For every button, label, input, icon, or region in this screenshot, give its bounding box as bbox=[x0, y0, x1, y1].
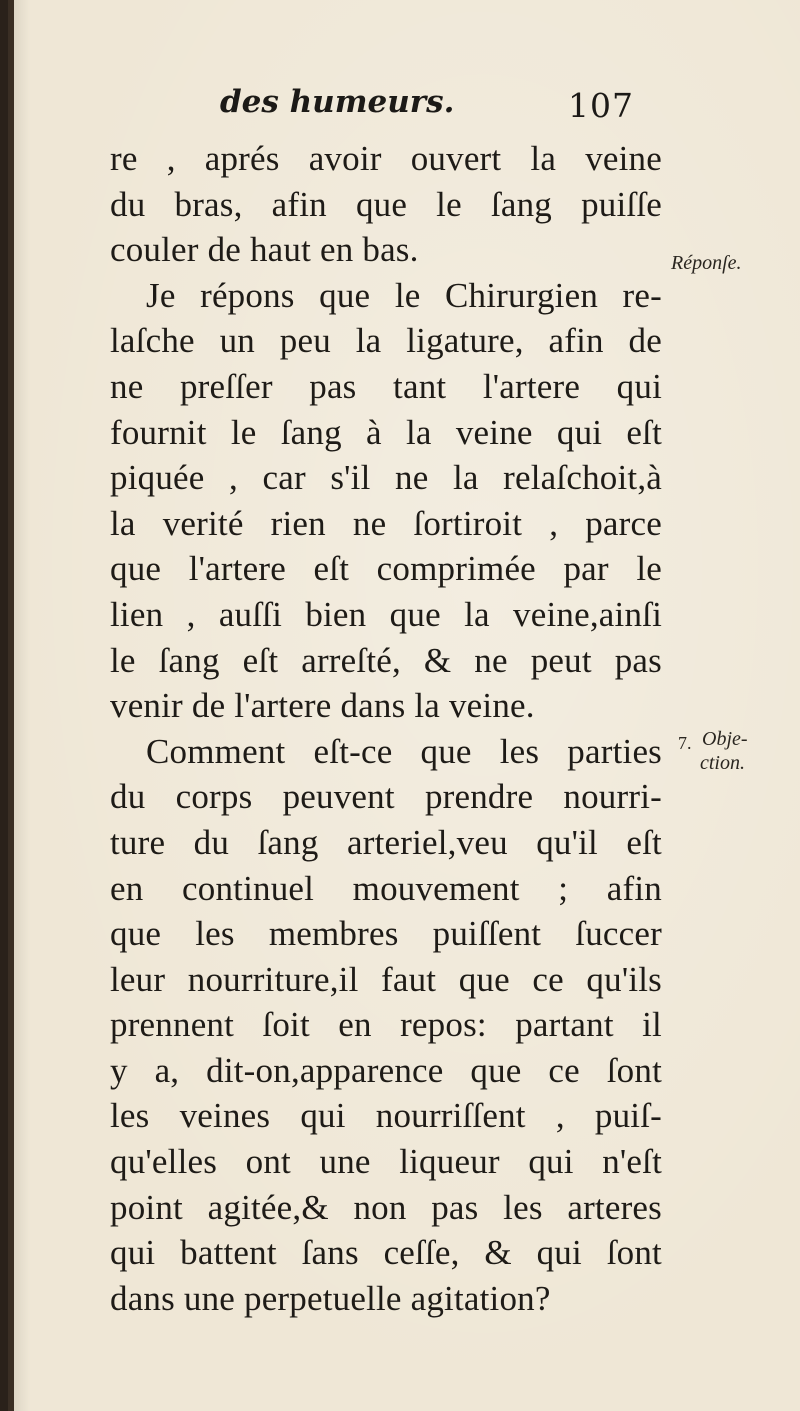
text-line: le ſang eſt arreſté, & ne peut pas bbox=[110, 640, 662, 680]
text-line: venir de l'artere dans la veine. bbox=[110, 686, 535, 726]
book-page bbox=[8, 0, 800, 1411]
margin-note-reponse: Réponſe. bbox=[671, 252, 742, 274]
text-line: y a, dit-on,apparence que ce ſont bbox=[110, 1050, 662, 1090]
text-line: que les membres puiſſent ſuccer bbox=[110, 914, 662, 954]
body-text bbox=[110, 136, 662, 1321]
text-line: piquée , car s'il ne la relaſchoit,à bbox=[110, 458, 662, 498]
page-gutter bbox=[8, 0, 14, 1411]
text-line: les veines qui nourriſſent , puiſ- bbox=[110, 1096, 662, 1136]
text-line: ture du ſang arteriel,veu qu'il eſt bbox=[110, 822, 662, 862]
page-number: 107 bbox=[568, 86, 634, 125]
text-line: la verité rien ne ſortiroit , parce bbox=[110, 503, 662, 543]
text-line: fournit le ſang à la veine qui eſt bbox=[110, 412, 662, 452]
text-line: qu'elles ont une liqueur qui n'eſt bbox=[110, 1142, 662, 1182]
text-line: leur nourriture,il faut que ce qu'ils bbox=[110, 959, 662, 999]
text-line: du bras, afin que le ſang puiſſe bbox=[110, 184, 662, 224]
page-header bbox=[8, 84, 800, 134]
text-line: Je répons que le Chirurgien re- bbox=[146, 275, 662, 315]
text-line: lien , auſſi bien que la veine,ainſi bbox=[110, 594, 662, 634]
margin-note-number: 7. bbox=[678, 733, 692, 753]
text-line: que l'artere eſt comprimée par le bbox=[110, 549, 662, 589]
running-title: des humeurs. bbox=[220, 84, 455, 120]
text-line: laſche un peu la ligature, afin de bbox=[110, 321, 662, 361]
text-line: dans une perpetuelle agitation? bbox=[110, 1278, 551, 1318]
margin-note-objection-continued: ction. bbox=[700, 752, 745, 774]
text-line: Comment eſt-ce que les parties bbox=[146, 731, 662, 771]
text-line: qui battent ſans ceſſe, & qui ſont bbox=[110, 1233, 662, 1273]
text-line: du corps peuvent prendre nourri- bbox=[110, 777, 662, 817]
text-line: en continuel mouvement ; afin bbox=[110, 868, 662, 908]
text-line: couler de haut en bas. bbox=[110, 230, 419, 270]
text-line: point agitée,& non pas les arteres bbox=[110, 1187, 662, 1227]
text-line: prennent ſoit en repos: partant il bbox=[110, 1005, 662, 1045]
text-line: re , aprés avoir ouvert la veine bbox=[110, 139, 662, 178]
text-line: ne preſſer pas tant l'artere qui bbox=[110, 366, 662, 406]
margin-note-objection: Obje- bbox=[702, 728, 748, 750]
